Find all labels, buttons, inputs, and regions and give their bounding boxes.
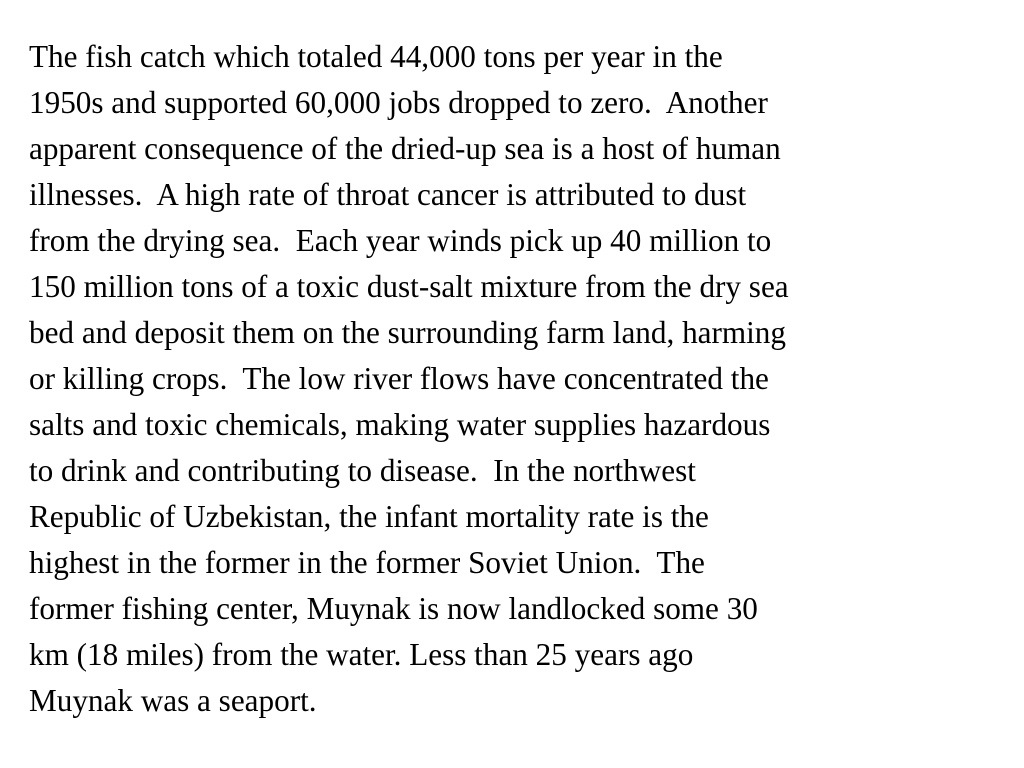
text-line-5: from the drying sea. Each year winds pick up 40 million to xyxy=(29,223,772,258)
text-line-11: Republic of Uzbekistan, the infant mortality rate is the xyxy=(29,499,709,534)
text-line-7: bed and deposit them on the surrounding farm land, harming xyxy=(29,315,786,350)
text-line-13: former fishing center, Muynak is now landlocked some 30 xyxy=(29,591,758,626)
body-paragraph xyxy=(29,34,989,724)
text-line-6: 150 million tons of a toxic dust-salt mixture from the dry sea xyxy=(29,269,789,304)
text-line-10: to drink and contributing to disease. In the northwest xyxy=(29,453,696,488)
text-line-15: Muynak was a seaport. xyxy=(29,683,317,718)
text-line-3: apparent consequence of the dried-up sea is a host of human xyxy=(29,131,781,166)
text-line-1: The fish catch which totaled 44,000 tons per year in the xyxy=(29,39,723,74)
text-line-8: or killing crops. The low river flows have concentrated the xyxy=(29,361,769,396)
text-line-14: km (18 miles) from the water. Less than 25 years ago xyxy=(29,637,694,672)
text-line-9: salts and toxic chemicals, making water supplies hazardous xyxy=(29,407,771,442)
text-line-12: highest in the former in the former Soviet Union. The xyxy=(29,545,705,580)
text-line-2: 1950s and supported 60,000 jobs dropped to zero. Another xyxy=(29,85,768,120)
text-line-4: illnesses. A high rate of throat cancer is attributed to dust xyxy=(29,177,747,212)
